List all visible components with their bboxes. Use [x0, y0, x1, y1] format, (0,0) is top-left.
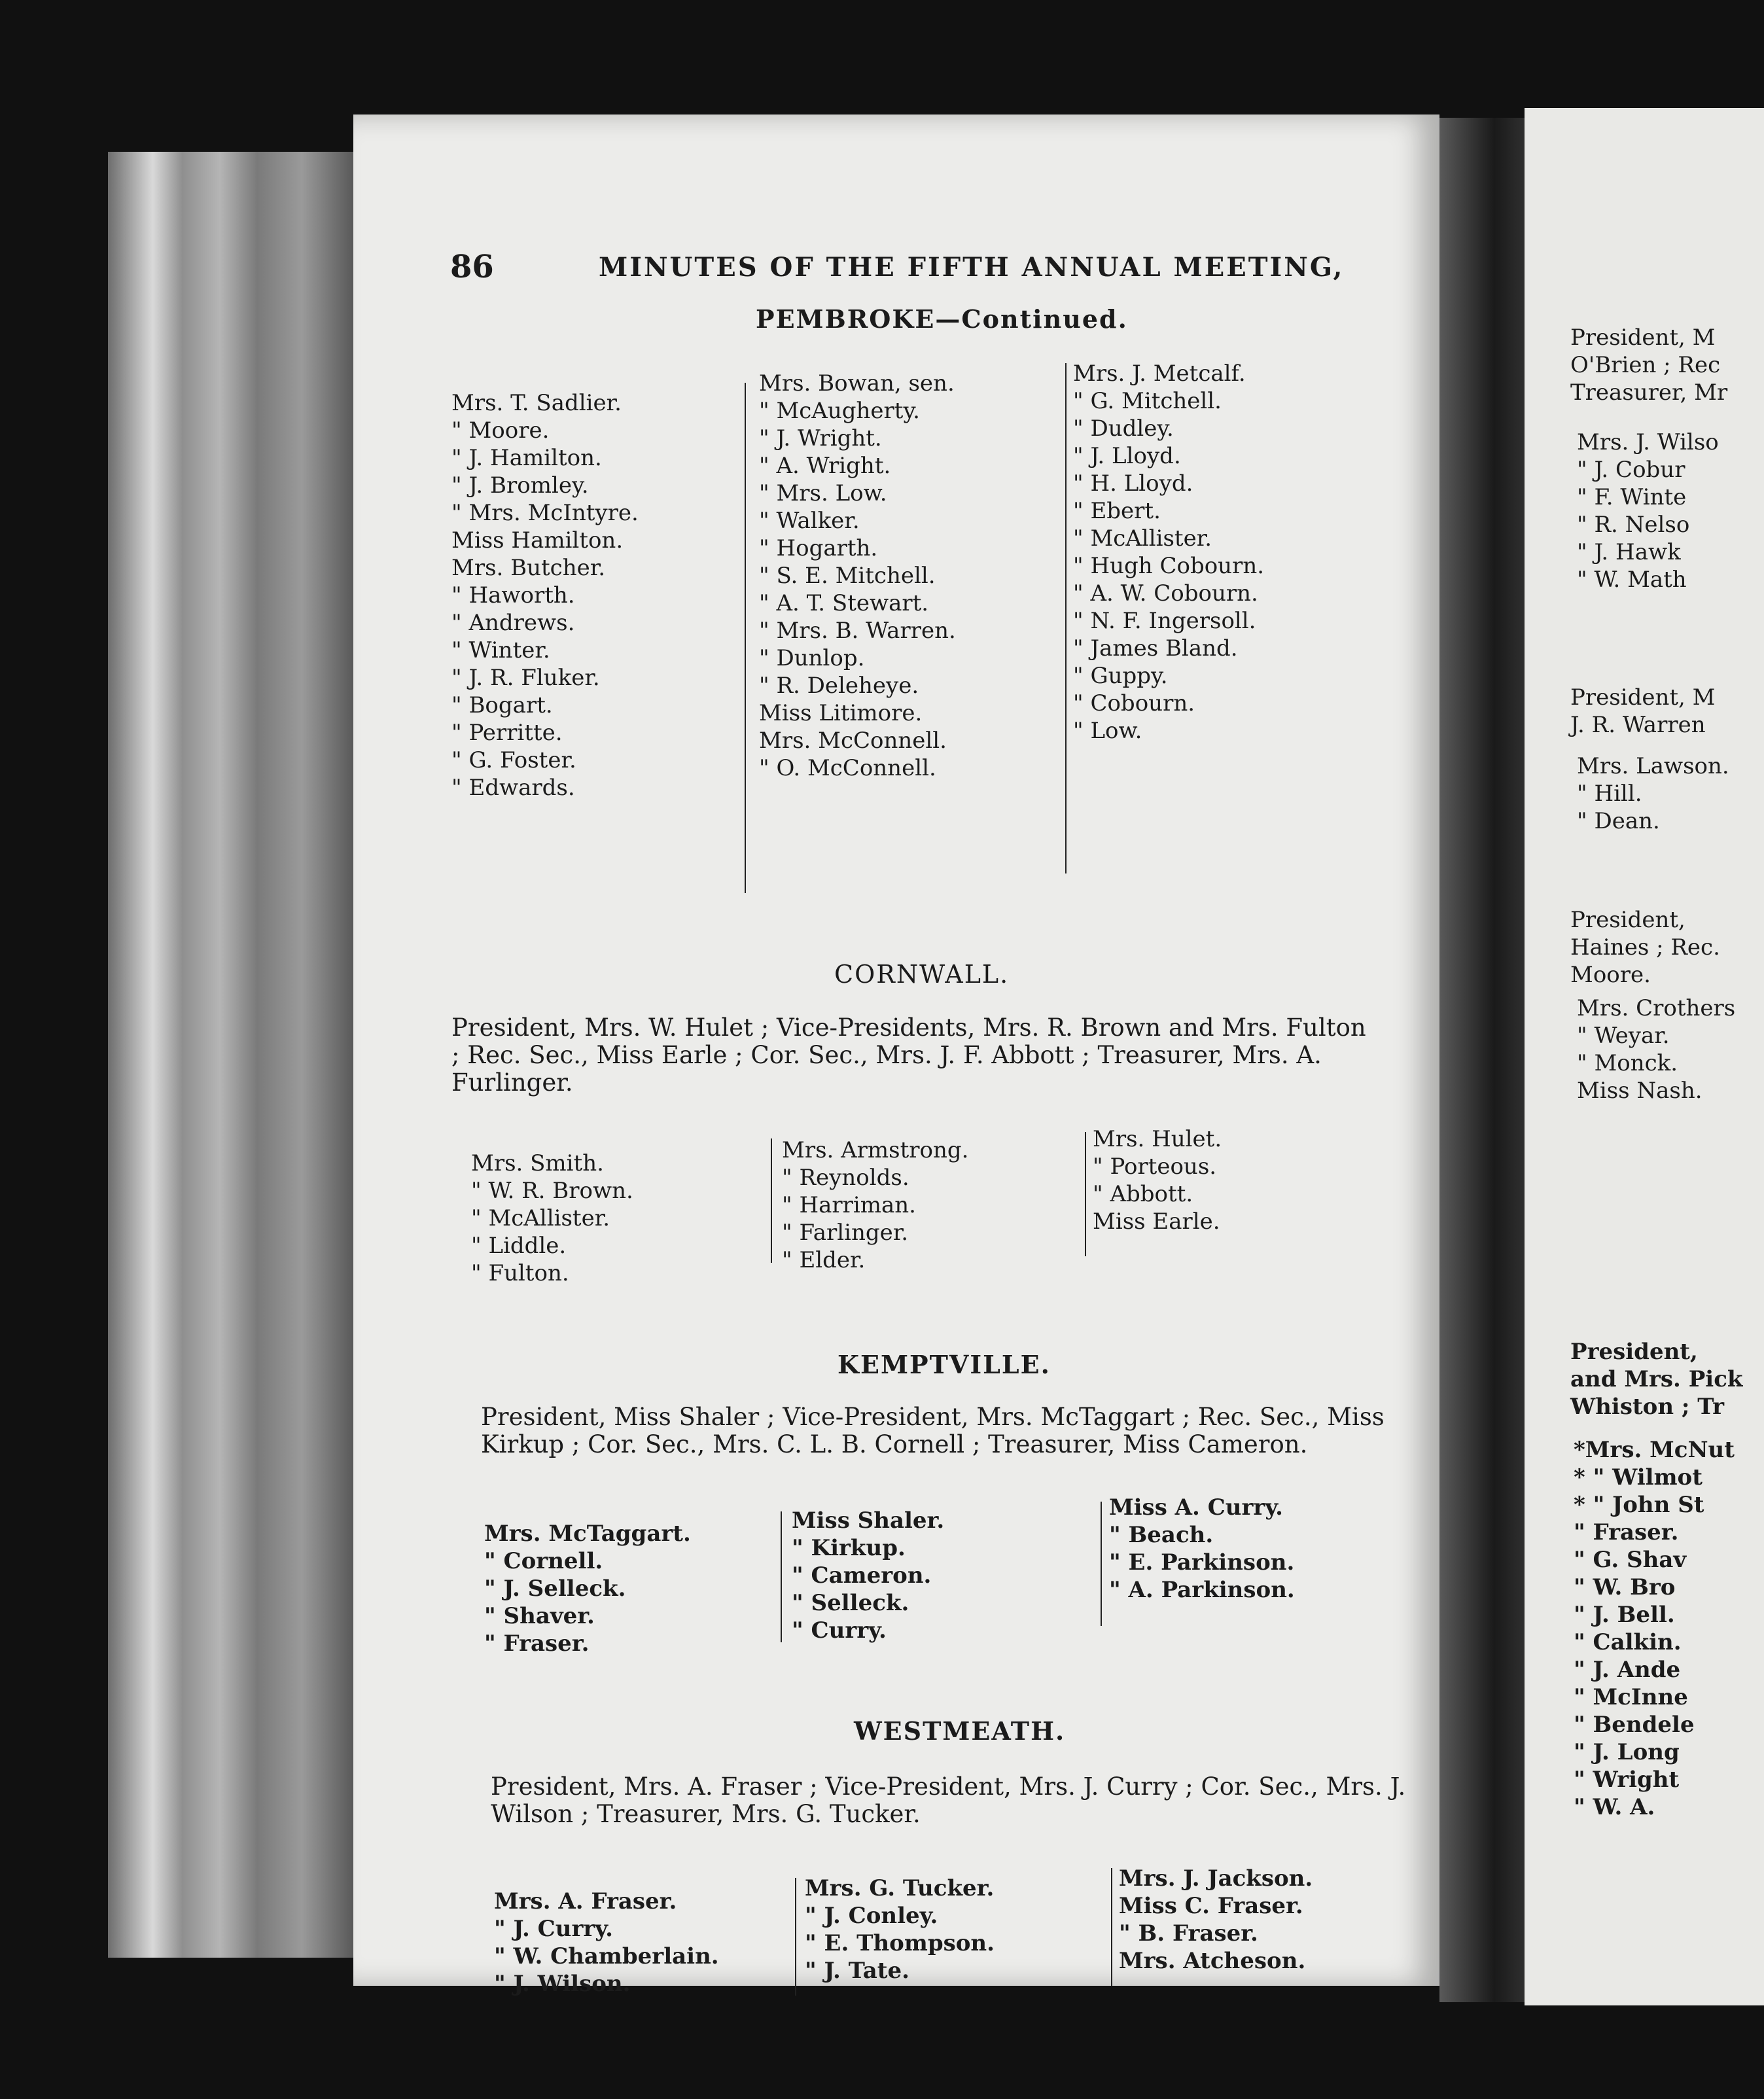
member-name: " McAllister.	[1073, 525, 1212, 552]
member-name: " R. Deleheye.	[759, 673, 919, 699]
member-name: Mrs. Hulet.	[1093, 1126, 1222, 1152]
member-name: " Moore.	[451, 417, 550, 444]
member-name: and Mrs. Pick	[1570, 1366, 1743, 1392]
section-heading-cornwall: CORNWALL.	[834, 960, 1010, 989]
member-name: " Cobourn.	[1073, 690, 1195, 716]
member-column	[1109, 1494, 1295, 1604]
member-name: " Shaver.	[484, 1603, 595, 1629]
officers-westmeath: President, Mrs. A. Fraser ; Vice-President, Mrs. J. Curry ; Cor. Sec., Mrs. J. Wilson ; Treasurer, Mrs. G. Tucker.	[491, 1773, 1406, 1828]
member-name: Whiston ; Tr	[1570, 1394, 1725, 1420]
member-name: " Fraser.	[484, 1631, 590, 1657]
member-name: " Farlinger.	[782, 1220, 909, 1246]
member-name: " Hugh Cobourn.	[1073, 553, 1265, 579]
member-name: " Guppy.	[1073, 663, 1168, 689]
member-name: Mrs. McConnell.	[759, 728, 947, 754]
member-name: Mrs. A. Fraser.	[494, 1888, 677, 1914]
member-name: Miss Nash.	[1577, 1078, 1702, 1104]
member-name: *Mrs. McNut	[1574, 1437, 1735, 1463]
member-column-fragment	[1577, 752, 1729, 835]
member-name: " A. W. Cobourn.	[1073, 580, 1258, 607]
member-name: Mrs. Armstrong.	[782, 1137, 969, 1163]
member-name: President,	[1570, 1339, 1698, 1365]
member-column	[805, 1875, 995, 1984]
member-name: " E. Thompson.	[805, 1930, 995, 1956]
member-column-fragment	[1574, 1436, 1735, 1821]
member-name: " Perritte.	[451, 720, 563, 746]
section-heading-kemptville: KEMPTVILLE.	[838, 1350, 1051, 1379]
member-name: " J. Ande	[1574, 1657, 1681, 1683]
member-name: " A. Wright.	[759, 453, 891, 479]
member-name: " J. Curry.	[494, 1916, 613, 1942]
member-name: " E. Parkinson.	[1109, 1549, 1295, 1576]
member-name: " Liddle.	[471, 1233, 567, 1259]
member-name: Mrs. Lawson.	[1577, 753, 1729, 779]
member-name: " Calkin.	[1574, 1629, 1682, 1655]
member-name: " Bendele	[1574, 1712, 1695, 1738]
member-name: " Andrews.	[451, 610, 575, 636]
left-page	[353, 115, 1439, 1997]
member-name: " McAllister.	[471, 1205, 610, 1231]
member-name: " Reynolds.	[782, 1165, 909, 1191]
member-name: " J. Bell.	[1574, 1602, 1675, 1628]
member-name: President, M	[1570, 684, 1716, 711]
book-gutter	[1439, 118, 1531, 2002]
member-name: " J. Hamilton.	[451, 445, 602, 471]
member-name: " J. Tate.	[805, 1958, 909, 1984]
member-name: " F. Winte	[1577, 484, 1687, 510]
member-name: * " Wilmot	[1574, 1464, 1702, 1490]
member-name: " Monck.	[1577, 1050, 1678, 1076]
member-name: " Abbott.	[1093, 1181, 1193, 1207]
officers-fragment	[1570, 684, 1715, 739]
member-column	[471, 1150, 633, 1287]
member-name: Miss Hamilton.	[451, 527, 624, 554]
member-name: Miss Earle.	[1093, 1208, 1220, 1235]
member-name: " J. Wright.	[759, 425, 882, 451]
member-name: " J. Hawk	[1577, 539, 1681, 565]
member-name: " J. Long	[1574, 1739, 1680, 1765]
page-number: 86	[450, 249, 494, 285]
member-name: " Cameron.	[792, 1562, 932, 1589]
member-name: " Cornell.	[484, 1548, 603, 1574]
member-name: " Beach.	[1109, 1522, 1214, 1548]
member-name: " Elder.	[782, 1247, 866, 1273]
member-name: " J. R. Fluker.	[451, 665, 600, 691]
member-name: " McAugherty.	[759, 398, 920, 424]
member-name: Haines ; Rec.	[1570, 934, 1720, 961]
member-name: " Haworth.	[451, 582, 575, 609]
member-name: Mrs. McTaggart.	[484, 1521, 691, 1547]
member-column	[782, 1137, 968, 1274]
member-name: President,	[1570, 907, 1685, 933]
member-name: " G. Shav	[1574, 1547, 1687, 1573]
member-column	[494, 1888, 719, 1998]
member-name: " Dunlop.	[759, 645, 865, 671]
member-name: " Selleck.	[792, 1590, 909, 1616]
member-name: Treasurer, Mr	[1570, 379, 1728, 406]
member-name: " Dudley.	[1073, 415, 1174, 442]
member-name: " Curry.	[792, 1617, 887, 1644]
member-name: " James Bland.	[1073, 635, 1238, 661]
member-name: Miss Shaler.	[792, 1508, 945, 1534]
member-name: " W. Chamberlain.	[494, 1943, 719, 1969]
officers-fragment	[1570, 324, 1727, 406]
member-name: " B. Fraser.	[1119, 1920, 1258, 1947]
member-name: " G. Foster.	[451, 747, 576, 773]
page-edges	[108, 152, 357, 1958]
member-name: " Ebert.	[1073, 498, 1161, 524]
member-name: Moore.	[1570, 962, 1651, 988]
member-name: " O. McConnell.	[759, 755, 936, 781]
right-page	[1525, 108, 1764, 2005]
column-divider	[771, 1138, 772, 1263]
member-name: Mrs. T. Sadlier.	[451, 390, 622, 416]
member-name: Miss A. Curry.	[1109, 1494, 1284, 1521]
member-name: " G. Mitchell.	[1073, 388, 1222, 414]
member-name: " Dean.	[1577, 808, 1660, 834]
member-name: " Porteous.	[1093, 1154, 1217, 1180]
member-name: " McInne	[1574, 1684, 1688, 1710]
member-column	[451, 389, 639, 802]
officers-fragment	[1570, 1338, 1742, 1420]
column-divider	[1111, 1868, 1112, 1986]
member-column	[1093, 1125, 1222, 1235]
member-name: * " John St	[1574, 1492, 1704, 1518]
member-name: President, M	[1570, 325, 1716, 351]
member-name: " Winter.	[451, 637, 550, 663]
officers-fragment	[1570, 906, 1720, 989]
member-name: " Mrs. Low.	[759, 480, 887, 506]
column-divider	[1101, 1502, 1102, 1626]
column-divider	[795, 1878, 796, 1996]
officers-kemptville: President, Miss Shaler ; Vice-President, Mrs. McTaggart ; Rec. Sec., Miss Kirkup ; Cor. Sec., Mrs. C. L. B. Cornell ; Treasurer, Miss Cameron.	[481, 1403, 1385, 1458]
member-name: " J. Selleck.	[484, 1576, 626, 1602]
member-name: Mrs. J. Metcalf.	[1073, 361, 1246, 387]
column-divider	[1085, 1132, 1086, 1256]
member-name: " W. R. Brown.	[471, 1178, 633, 1204]
member-name: " A. T. Stewart.	[759, 590, 929, 616]
member-name: " W. Math	[1577, 567, 1687, 593]
member-name: " Mrs. McIntyre.	[451, 500, 639, 526]
member-name: Mrs. G. Tucker.	[805, 1875, 995, 1901]
column-divider	[1065, 363, 1067, 873]
member-name: " A. Parkinson.	[1109, 1577, 1295, 1603]
member-name: Mrs. Crothers	[1577, 995, 1736, 1021]
member-name: " W. Bro	[1574, 1574, 1676, 1600]
member-name: " R. Nelso	[1577, 512, 1690, 538]
member-name: " Harriman.	[782, 1192, 916, 1218]
column-divider	[745, 383, 746, 893]
member-name: " Mrs. B. Warren.	[759, 618, 956, 644]
member-name: J. R. Warren	[1570, 712, 1706, 738]
member-name: " Wright	[1574, 1767, 1680, 1793]
member-name: " Hogarth.	[759, 535, 878, 561]
member-name: " Weyar.	[1577, 1023, 1670, 1049]
member-name: " H. Lloyd.	[1073, 470, 1193, 497]
member-name: Miss C. Fraser.	[1119, 1893, 1303, 1919]
member-name: " Fulton.	[471, 1260, 569, 1286]
member-name: " Low.	[1073, 718, 1142, 744]
member-column-fragment	[1577, 995, 1735, 1104]
member-name: " Walker.	[759, 508, 860, 534]
member-name: " Kirkup.	[792, 1535, 906, 1561]
member-name: O'Brien ; Rec	[1570, 352, 1721, 378]
member-name: " J. Conley.	[805, 1903, 938, 1929]
member-name: Mrs. Smith.	[471, 1150, 604, 1176]
member-column	[759, 370, 956, 782]
member-name: Mrs. Atcheson.	[1119, 1948, 1306, 1974]
member-name: Mrs. Bowan, sen.	[759, 370, 955, 397]
member-name: " Edwards.	[451, 775, 575, 801]
member-name: Mrs. Butcher.	[451, 555, 606, 581]
member-name: Mrs. J. Jackson.	[1119, 1865, 1313, 1892]
member-column	[1119, 1865, 1313, 1975]
running-head: MINUTES OF THE FIFTH ANNUAL MEETING,	[599, 252, 1345, 283]
member-name: " Bogart.	[451, 692, 553, 718]
member-name: " Fraser.	[1574, 1519, 1679, 1545]
member-name: " Hill.	[1577, 781, 1642, 807]
section-heading-westmeath: WESTMEATH.	[854, 1716, 1066, 1746]
column-divider	[781, 1511, 782, 1642]
member-column	[792, 1507, 944, 1644]
member-column-fragment	[1577, 429, 1719, 593]
member-name: " J. Cobur	[1577, 457, 1685, 483]
officers-cornwall: President, Mrs. W. Hulet ; Vice-Presidents, Mrs. R. Brown and Mrs. Fulton ; Rec. Sec., Miss Earle ; Cor. Sec., Mrs. J. F. Abbott ; Treasurer, Mrs. A. Furlinger.	[451, 1014, 1366, 1097]
member-name: " N. F. Ingersoll.	[1073, 608, 1256, 634]
member-name: " J. Wilson.	[494, 1971, 631, 1997]
member-name: Miss Litimore.	[759, 700, 923, 726]
member-name: " J. Lloyd.	[1073, 443, 1181, 469]
member-name: Mrs. J. Wilso	[1577, 429, 1719, 455]
member-name: " W. A.	[1574, 1794, 1655, 1820]
member-column	[1073, 360, 1264, 745]
section-heading-pembroke: PEMBROKE—Continued.	[756, 304, 1128, 334]
member-name: " S. E. Mitchell.	[759, 563, 936, 589]
member-column	[484, 1520, 691, 1657]
member-name: " J. Bromley.	[451, 472, 589, 499]
